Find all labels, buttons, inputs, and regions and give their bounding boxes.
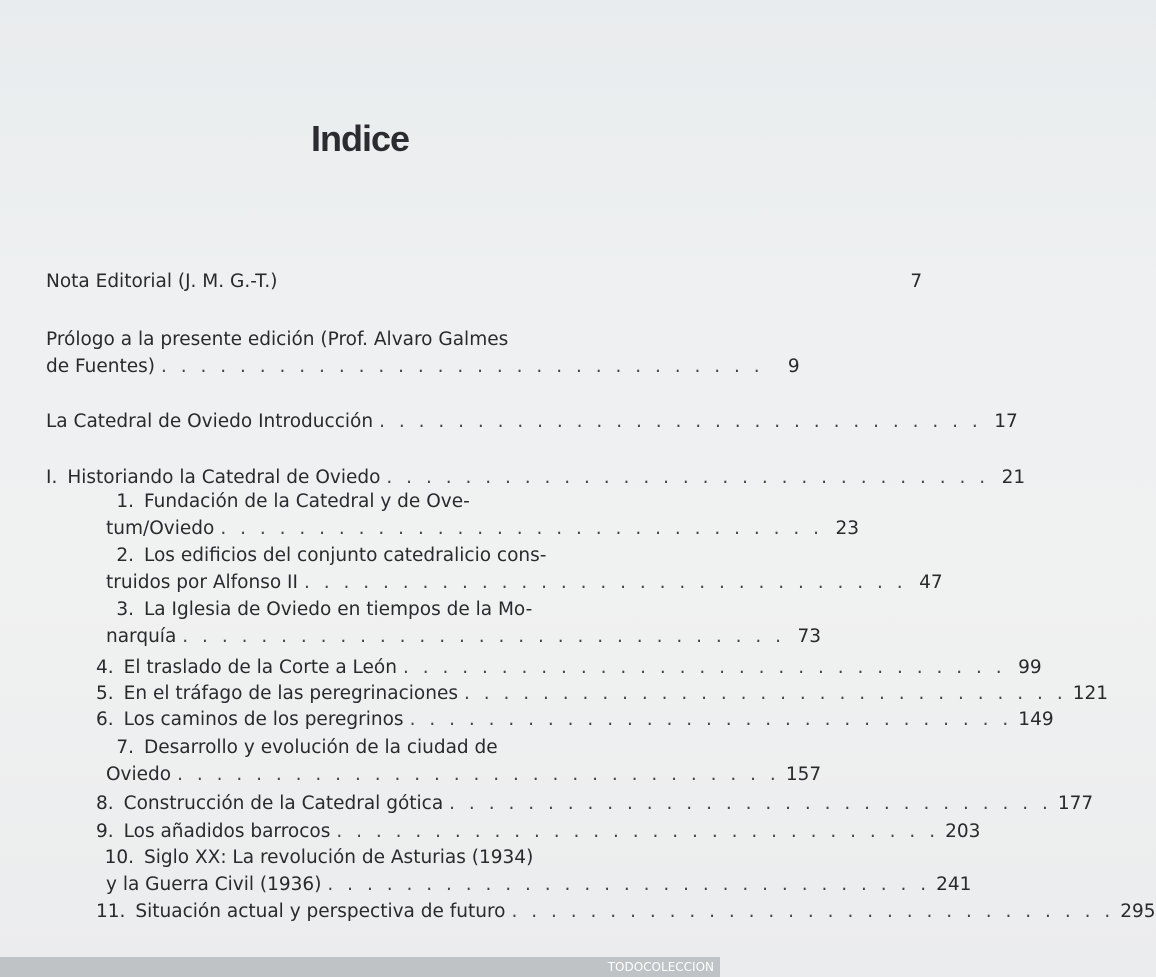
leader-dots: . . . . . . . . . . . . . . . . . . . . . . . . . . . . . . .	[511, 901, 1115, 922]
watermark-text: TODOCOLECCION	[607, 960, 714, 974]
toc-page-number: 241	[936, 874, 972, 895]
toc-entry-title: El traslado de la Corte a León	[123, 657, 397, 678]
leader-dots: . . . . . . . . . . . . . . . . . . . . . . . . . . . . . . .	[409, 709, 1013, 730]
toc-entry-title: Los edificios del conjunto catedralicio cons-	[144, 545, 547, 566]
toc-entry-number: 9.	[96, 821, 114, 842]
watermark-footer	[0, 957, 720, 977]
toc-entry	[96, 596, 822, 650]
toc-entry	[46, 408, 1018, 435]
toc-page-number: 21	[1001, 467, 1026, 488]
toc-page-number: 7	[910, 271, 923, 292]
toc-page-number: 203	[945, 821, 981, 842]
toc-page-number: 149	[1018, 709, 1054, 730]
toc-entry	[96, 542, 943, 596]
toc-entry-number: 5.	[96, 683, 114, 704]
toc-entry	[96, 706, 1054, 733]
toc-entry-title: En el tráfago de las peregrinaciones	[123, 683, 458, 704]
toc-entry	[46, 464, 1026, 491]
toc-page-number: 295	[1120, 901, 1156, 922]
toc-entry-title: Nota Editorial (J. M. G.-T.)	[46, 271, 278, 292]
toc-entry	[96, 898, 1156, 925]
leader-dots: . . . . . . . . . . . . . . . . . . . . . . . . . . . . . . .	[327, 874, 931, 895]
toc-entry-number: 8.	[96, 793, 114, 814]
toc-page-number: 177	[1057, 793, 1094, 814]
leader-dots: . . . . . . . . . . . . . . . . . . . . . . . . . . . . . . .	[386, 467, 990, 488]
toc-entry	[96, 790, 1094, 817]
leader-dots: . . . . . . . . . . . . . . . . . . . . . . . . . . . . . . .	[336, 821, 940, 842]
toc-entry-number: 1.	[116, 491, 134, 512]
toc-page-number: 47	[919, 572, 943, 593]
leader-dots: . . . . . . . . . . . . . . . . . . . . . . . . . . . . . . .	[379, 411, 982, 432]
toc-entry-title: Historiando la Catedral de Oviedo	[67, 467, 381, 488]
toc-entry	[96, 488, 860, 542]
toc-entry-title: narquía	[106, 626, 177, 647]
toc-entry-number: 4.	[96, 657, 114, 678]
toc-entry-title: La Iglesia de Oviedo en tiempos de la Mo-	[144, 599, 533, 620]
toc-entry-number: 2.	[116, 545, 134, 566]
toc-entry-number: 3.	[116, 599, 134, 620]
toc-entry-number: 11.	[96, 901, 126, 922]
toc-entry-title: truidos por Alfonso II	[106, 572, 298, 593]
leader-dots: . . . . . . . . . . . . . . . . . . . . . . . . . . . . . . .	[160, 356, 764, 377]
toc-entry	[96, 654, 1042, 681]
toc-page-number: 99	[1018, 657, 1042, 678]
toc-page-number: 9	[787, 356, 800, 377]
toc-entry-number: 6.	[96, 709, 114, 730]
toc-page-number: 121	[1072, 683, 1109, 704]
toc-entry	[96, 680, 1109, 707]
toc-entry-title: y la Guerra Civil (1936)	[106, 874, 322, 895]
toc-entry-title: Los caminos de los peregrinos	[123, 709, 404, 730]
toc-entry	[46, 326, 800, 380]
toc-entry	[96, 844, 972, 898]
toc-entry-number: 10.	[104, 847, 134, 868]
leader-dots: . . . . . . . . . . . . . . . . . . . . . . . . . . . . . . .	[463, 683, 1067, 704]
toc-entry-title: de Fuentes)	[46, 356, 155, 377]
toc-entry	[46, 268, 923, 295]
toc-entry-title: Prólogo a la presente edición (Prof. Alvaro Galmes	[46, 329, 509, 350]
toc-page-number: 17	[994, 411, 1018, 432]
toc-entry	[96, 734, 822, 788]
leader-dots: . . . . . . . . . . . . . . . . . . . . . . . . . . . . . . .	[182, 626, 786, 647]
toc-page-number: 73	[797, 626, 822, 647]
leader-dots: . . . . . . . . . . . . . . . . . . . . . . . . . . . . . . .	[449, 793, 1052, 814]
toc-entry-title: Desarrollo y evolución de la ciudad de	[144, 737, 498, 758]
leader-dots: . . . . . . . . . . . . . . . . . . . . . . . . . . . . . . .	[177, 764, 780, 785]
toc-page-number: 23	[835, 518, 860, 539]
toc-entry-title: Siglo XX: La revolución de Asturias (1934)	[144, 847, 534, 868]
leader-dots: . . . . . . . . . . . . . . . . . . . . . . . . . . . . . . .	[303, 572, 907, 593]
page-title: Indice	[310, 118, 410, 159]
toc-entry-title: Construcción de la Catedral gótica	[123, 793, 444, 814]
toc-entry-title: tum/Oviedo	[106, 518, 215, 539]
toc-entry-title: Los añadidos barrocos	[123, 821, 331, 842]
toc-entry-title: Oviedo	[106, 764, 172, 785]
toc-entry-number: 7.	[116, 737, 134, 758]
toc-entry-title: Situación actual y perspectiva de futuro	[135, 901, 506, 922]
leader-dots: . . . . . . . . . . . . . . . . . . . . . . . . . . . . . . .	[402, 657, 1006, 678]
toc-entry-number: I.	[46, 467, 58, 488]
leader-dots: . . . . . . . . . . . . . . . . . . . . . . . . . . . . . . .	[220, 518, 824, 539]
toc-entry-title: Fundación de la Catedral y de Ove-	[144, 491, 470, 512]
toc-entry-title: La Catedral de Oviedo Introducción	[46, 411, 374, 432]
toc-page-number: 157	[785, 764, 822, 785]
toc-entry	[96, 818, 981, 845]
